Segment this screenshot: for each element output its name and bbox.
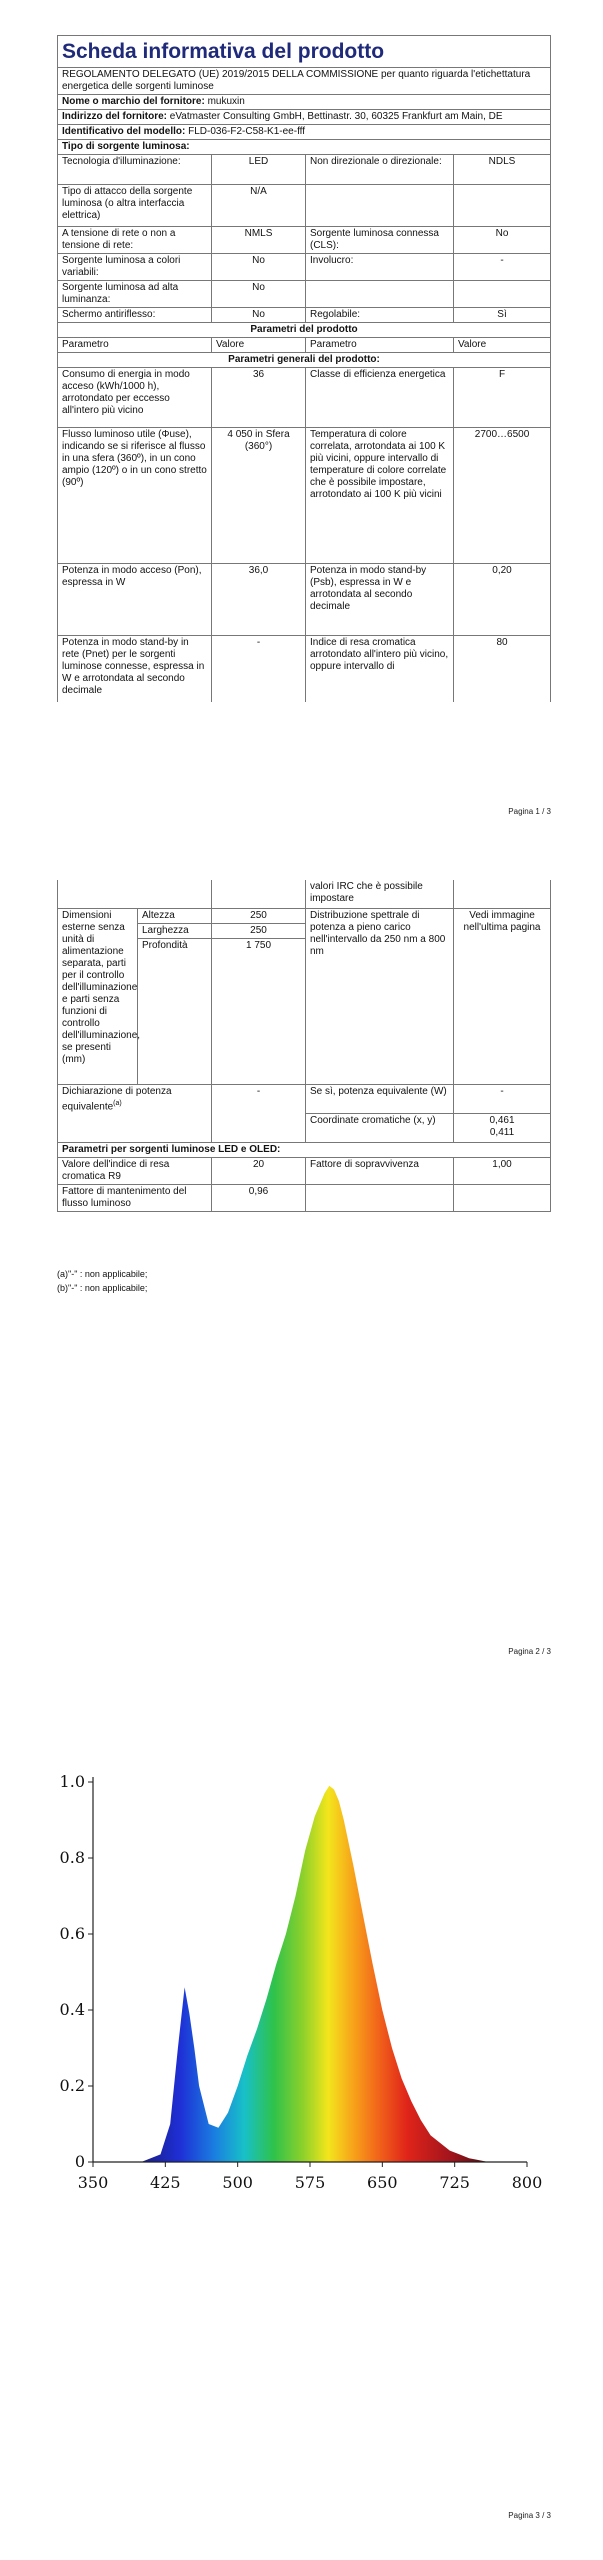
source-label: Tecnologia d'illuminazione: [58,155,212,185]
page-number: Pagina 1 / 3 [508,807,551,816]
page-title: Scheda informativa del prodotto [58,36,551,68]
equiv-power-value: - [212,1084,306,1142]
spectral-distribution-chart [57,1742,550,2237]
supplier-address: eVatmaster Consulting GmbH, Bettinastr. 30, 60325 Frankfurt am Main, DE [169,111,503,122]
cri-label: Indice di resa cromatica arrotondato all'intero più vicino, oppure intervallo di [306,636,454,702]
column-header-value: Valore [212,338,306,353]
source-value-2: No [454,227,551,254]
x-tick-label: 350 [77,2173,109,2192]
spd-label: Distribuzione spettrale di potenza a pieno carico nell'intervallo da 250 nm a 800 nm [306,908,454,1084]
source-label-2: Regolabile: [306,308,454,323]
param-row [58,564,551,636]
model-row [58,125,551,140]
source-label: Sorgente luminosa ad alta luminanza: [58,281,212,308]
y-tick-label: 0.6 [59,1924,85,1943]
page-number: Pagina 3 / 3 [508,2511,551,2520]
footnote-a: (a)"-" : non applicabile; [57,1269,148,1279]
supplier-address-label: Indirizzo del fornitore: [62,111,167,122]
supplier-name: mukuxin [207,96,245,107]
x-tick-label: 650 [367,2173,398,2192]
source-label: A tensione di rete o non a tensione di rete: [58,227,212,254]
x-tick-label: 500 [222,2173,253,2192]
model-label: Identificativo del modello: [62,126,186,137]
spectrum-image [57,1742,550,2237]
source-value-2 [454,281,551,308]
source-value: LED [212,155,306,185]
cri-label-continued: valori IRC che è possibile impostare [306,880,454,908]
standby-power-value: 0,20 [454,564,551,636]
source-value-2: NDLS [454,155,551,185]
r9-label: Valore dell'indice di resa cromatica R9 [58,1157,212,1184]
source-row [58,227,551,254]
page-1 [0,0,603,850]
column-header-row [58,338,551,353]
y-tick-label: 0.2 [59,2076,85,2095]
source-value: NMLS [212,227,306,254]
efficiency-class-value: F [454,368,551,428]
source-row [58,185,551,227]
source-label: Tipo di attacco della sorgente luminosa (o altra interfaccia elettrica) [58,185,212,227]
led-params-heading: Parametri per sorgenti luminose LED e OLED: [58,1142,551,1157]
source-row [58,155,551,185]
column-header-param: Parametro [58,338,212,353]
param-row [58,880,551,908]
general-params-heading: Parametri generali del prodotto: [58,353,551,368]
depth-value: 1 750 [212,938,306,1084]
supplier-address-row [58,110,551,125]
spd-value: Vedi immagine nell'ultima pagina [454,908,551,1084]
height-value: 250 [212,908,306,923]
source-label-2 [306,281,454,308]
cct-label: Temperatura di colore correlata, arrotondata ai 100 K più vicini, oppure intervallo di temperature di colore correlate che è possibile impostare, arrotondato ai 100 K più vicini [306,428,454,564]
source-label-2: Non direzionale o direzionale: [306,155,454,185]
dimension-row [58,908,551,923]
cct-value: 2700…6500 [454,428,551,564]
plot-area [60,1772,543,2192]
on-power-label: Potenza in modo acceso (Pon), espressa in W [58,564,212,636]
energy-consumption-label: Consumo di energia in modo acceso (kWh/1000 h), arrotondato per eccesso all'intero più vicino [58,368,212,428]
source-value-2: Sì [454,308,551,323]
param-row [58,1157,551,1184]
on-power-value: 36,0 [212,564,306,636]
param-row [58,1084,551,1113]
y-tick-label: 1.0 [59,1772,85,1791]
source-label-2: Involucro: [306,254,454,281]
supplier-name-label: Nome o marchio del fornitore: [62,96,205,107]
supplier-name-row [58,95,551,110]
source-type-heading: Tipo di sorgente luminosa: [58,140,551,155]
dimensions-label: Dimensioni esterne senza unità di alimentazione separata, parti per il controllo dell'illuminazione e parti senza funzioni di controllo dell'illuminazione, se presenti (mm) [58,908,138,1084]
lumen-maintenance-value: 0,96 [212,1184,306,1211]
param-row [58,428,551,564]
model-id: FLD-036-F2-C58-K1-ee-fff [188,126,306,137]
spectrum-area [141,1786,488,2162]
y-tick-label: 0 [74,2152,85,2171]
depth-label: Profondità [138,938,212,1084]
source-value: No [212,308,306,323]
source-label-2: Sorgente luminosa connessa (CLS): [306,227,454,254]
equiv-power-label [58,1084,212,1142]
energy-consumption-value: 36 [212,368,306,428]
equiv-power-w-label: Se sì, potenza equivalente (W) [306,1084,454,1113]
y-tick-label: 0.8 [59,1848,85,1867]
width-label: Larghezza [138,923,212,938]
y-tick-label: 0.4 [59,2000,85,2019]
source-value-2: - [454,254,551,281]
equiv-power-label-text: Dichiarazione di potenza equivalente [62,1085,172,1112]
page-2 [0,850,603,1700]
chromaticity-x: 0,461 [489,1114,515,1126]
source-value: No [212,254,306,281]
efficiency-class-label: Classe di efficienza energetica [306,368,454,428]
source-row [58,254,551,281]
flux-value: 4 050 in Sfera (360°) [212,428,306,564]
chromaticity-y: 0,411 [489,1126,515,1138]
chromaticity-value [454,1113,551,1142]
source-value-2 [454,185,551,227]
param-row [58,368,551,428]
source-value: No [212,281,306,308]
source-label: Sorgente luminosa a colori variabili: [58,254,212,281]
survival-factor-label: Fattore di sopravvivenza [306,1157,454,1184]
product-info-table-part2 [57,880,551,1212]
param-row [58,636,551,702]
x-tick-label: 575 [294,2173,326,2192]
param-row [58,1184,551,1211]
source-row [58,308,551,323]
page-3 [0,1700,603,2560]
net-standby-label: Potenza in modo stand-by in rete (Pnet) per le sorgenti luminose connesse, espressa in W e arrotondata al secondo decimale [58,636,212,702]
x-tick-label: 800 [511,2173,543,2192]
chromaticity-label: Coordinate cromatiche (x, y) [306,1113,454,1142]
flux-label: Flusso luminoso utile (Φuse), indicando se si riferisce al flusso in una sfera (360º), in un cono ampio (120º) o in un cono stretto (90º) [58,428,212,564]
x-tick-label: 425 [150,2173,181,2192]
column-header-value-2: Valore [454,338,551,353]
lumen-maintenance-label: Fattore di mantenimento del flusso luminoso [58,1184,212,1211]
cri-value: 80 [454,636,551,702]
source-label-2 [306,185,454,227]
standby-power-label: Potenza in modo stand-by (Psb), espressa in W e arrotondata al secondo decimale [306,564,454,636]
height-label: Altezza [138,908,212,923]
source-value: N/A [212,185,306,227]
regulation-text: REGOLAMENTO DELEGATO (UE) 2019/2015 DELLA COMMISSIONE per quanto riguarda l'etichettatura energetica delle sorgenti luminose [58,68,551,95]
r9-value: 20 [212,1157,306,1184]
x-tick-label: 725 [439,2173,470,2192]
page-number: Pagina 2 / 3 [508,1647,551,1656]
product-info-table-part1 [57,35,551,702]
net-standby-value: - [212,636,306,702]
equiv-power-w-value: - [454,1084,551,1113]
width-value: 250 [212,923,306,938]
product-params-heading: Parametri del prodotto [58,323,551,338]
footnote-b: (b)"-" : non applicabile; [57,1283,148,1293]
source-label: Schermo antiriflesso: [58,308,212,323]
source-row [58,281,551,308]
survival-factor-value: 1,00 [454,1157,551,1184]
equiv-power-footnote-ref: (a) [113,1099,122,1107]
column-header-param-2: Parametro [306,338,454,353]
